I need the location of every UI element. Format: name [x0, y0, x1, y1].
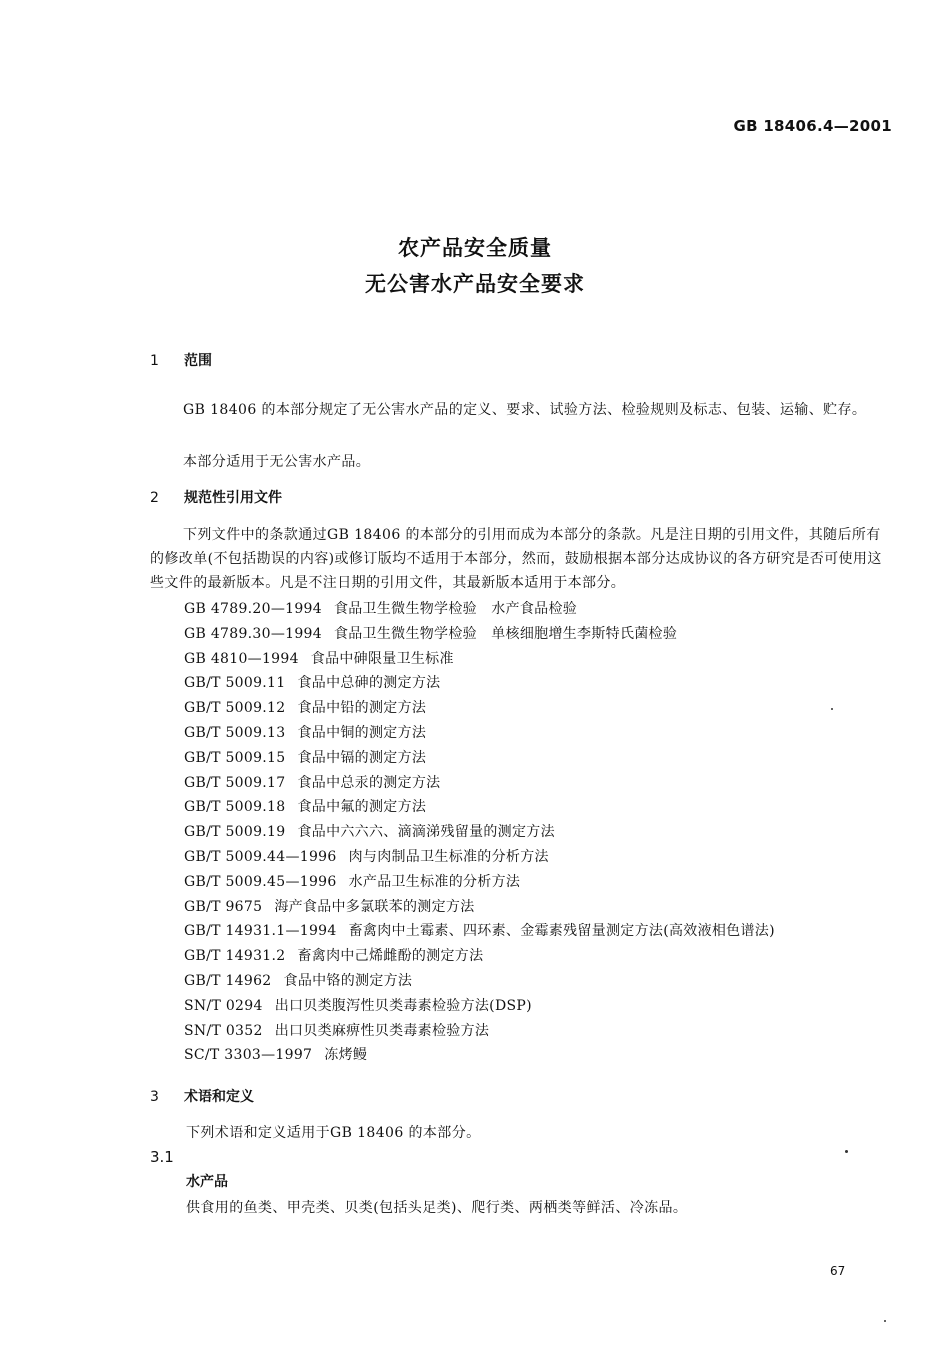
reference-item: [184, 721, 775, 746]
reference-title: 食品中总汞的测定方法: [297, 774, 441, 791]
section-3-heading: [150, 1086, 254, 1106]
reference-title: 海产食品中多氯联苯的测定方法: [274, 898, 475, 915]
reference-item: [184, 746, 775, 771]
reference-title: 食品中铬的测定方法: [283, 972, 413, 989]
reference-title: 畜禽肉中土霉素、四环素、金霉素残留量测定方法(高效液相色谱法): [348, 923, 775, 940]
section-1-heading: [150, 350, 212, 370]
scan-speck: [845, 1150, 848, 1153]
reference-code: GB/T 14962: [184, 972, 272, 989]
scope-paragraph-1: GB 18406 的本部分规定了无公害水产品的定义、要求、试验方法、检验规则及标志、包装、运输、贮存。: [183, 402, 867, 418]
reference-item: [184, 696, 775, 721]
reference-code: GB 4789.20—1994: [184, 601, 322, 617]
reference-title: 食品中镉的测定方法: [297, 749, 427, 766]
reference-item: [184, 870, 775, 895]
references-intro: 下列文件中的条款通过GB 18406 的本部分的引用而成为本部分的条款。凡是注日期的引用文件，其随后所有的修改单(不包括勘误的内容)或修订版均不适用于本部分，然而，鼓励根据本部分达成协议的各方研究是否可使用这些文件的最新版本。凡是不注日期的引用文件，其最新版本适用于本部分。: [150, 527, 882, 591]
section-2-heading: [150, 487, 282, 507]
reference-code: GB/T 5009.19: [184, 824, 286, 841]
term-definition: 供食用的鱼类、甲壳类、贝类(包括头足类)、爬行类、两栖类等鲜活、冷冻品。: [186, 1200, 688, 1216]
scan-speck: [831, 708, 833, 710]
reference-title: 食品中铜的测定方法: [297, 724, 427, 741]
section-1-title: 范围: [184, 353, 212, 369]
reference-code: GB 4810—1994: [184, 650, 299, 667]
reference-item: [184, 647, 775, 672]
reference-code: GB/T 5009.12: [184, 700, 286, 717]
reference-code: GB/T 5009.13: [184, 724, 286, 741]
scope-paragraph-2: 本部分适用于无公害水产品。: [183, 454, 371, 470]
reference-code: GB/T 5009.17: [184, 774, 286, 791]
reference-item: [184, 597, 775, 622]
reference-title: 水产品卫生标准的分析方法: [348, 873, 521, 890]
reference-code: SC/T 3303—1997: [184, 1047, 313, 1064]
section-3-number: 3: [150, 1089, 159, 1105]
reference-item: [184, 969, 775, 994]
standard-number: GB 18406.4—2001: [733, 117, 892, 135]
reference-title: 冻烤鳗: [324, 1047, 368, 1064]
section-2-title: 规范性引用文件: [184, 490, 282, 506]
reference-title: 食品中六六六、滴滴涕残留量的测定方法: [297, 824, 555, 841]
reference-item: [184, 671, 775, 696]
reference-code: GB/T 5009.18: [184, 799, 286, 816]
reference-title: 出口贝类腹泻性贝类毒素检验方法(DSP): [274, 997, 532, 1014]
reference-code: SN/T 0294: [184, 997, 263, 1014]
reference-item: [184, 919, 775, 944]
reference-title: 食品中砷限量卫生标准: [310, 650, 454, 667]
scan-speck: [884, 1320, 886, 1322]
reference-title: 食品中氟的测定方法: [297, 799, 427, 816]
section-3-title: 术语和定义: [184, 1089, 254, 1105]
reference-code: GB/T 14931.2: [184, 948, 286, 965]
reference-item: [184, 795, 775, 820]
terms-intro: 下列术语和定义适用于GB 18406 的本部分。: [186, 1125, 481, 1141]
reference-title: 食品卫生微生物学检验 单核细胞增生李斯特氏菌检验: [333, 625, 678, 642]
reference-title: 肉与肉制品卫生标准的分析方法: [348, 848, 549, 865]
reference-code: GB/T 9675: [184, 898, 263, 915]
reference-title: 出口贝类麻痹性贝类毒素检验方法: [274, 1022, 490, 1039]
reference-code: GB/T 5009.44—1996: [184, 848, 337, 865]
term-name: 水产品: [186, 1174, 228, 1190]
reference-item: [184, 1019, 775, 1044]
reference-item: [184, 771, 775, 796]
reference-item: [184, 1043, 775, 1068]
reference-code: GB 4789.30—1994: [184, 625, 322, 642]
section-1-number: 1: [150, 353, 159, 369]
page-number: 67: [830, 1264, 846, 1278]
reference-list: [184, 597, 775, 1068]
reference-title: 食品中总砷的测定方法: [297, 675, 441, 692]
reference-item: [184, 845, 775, 870]
reference-code: SN/T 0352: [184, 1022, 263, 1039]
reference-item: [184, 622, 775, 647]
reference-item: [184, 895, 775, 920]
reference-code: GB/T 5009.15: [184, 749, 286, 766]
title-line-2: 无公害水产品安全要求: [365, 272, 585, 296]
reference-title: 食品卫生微生物学检验 水产食品检验: [333, 601, 578, 617]
reference-code: GB/T 14931.1—1994: [184, 923, 337, 940]
reference-item: [184, 994, 775, 1019]
term-number: 3.1: [150, 1148, 174, 1166]
reference-item: [184, 820, 775, 845]
reference-title: 畜禽肉中己烯雌酚的测定方法: [297, 948, 484, 965]
reference-code: GB/T 5009.45—1996: [184, 873, 337, 890]
reference-code: GB/T 5009.11: [184, 675, 286, 692]
section-2-number: 2: [150, 490, 159, 506]
reference-title: 食品中铅的测定方法: [297, 700, 427, 717]
title-line-1: 农产品安全质量: [398, 236, 552, 260]
reference-item: [184, 944, 775, 969]
